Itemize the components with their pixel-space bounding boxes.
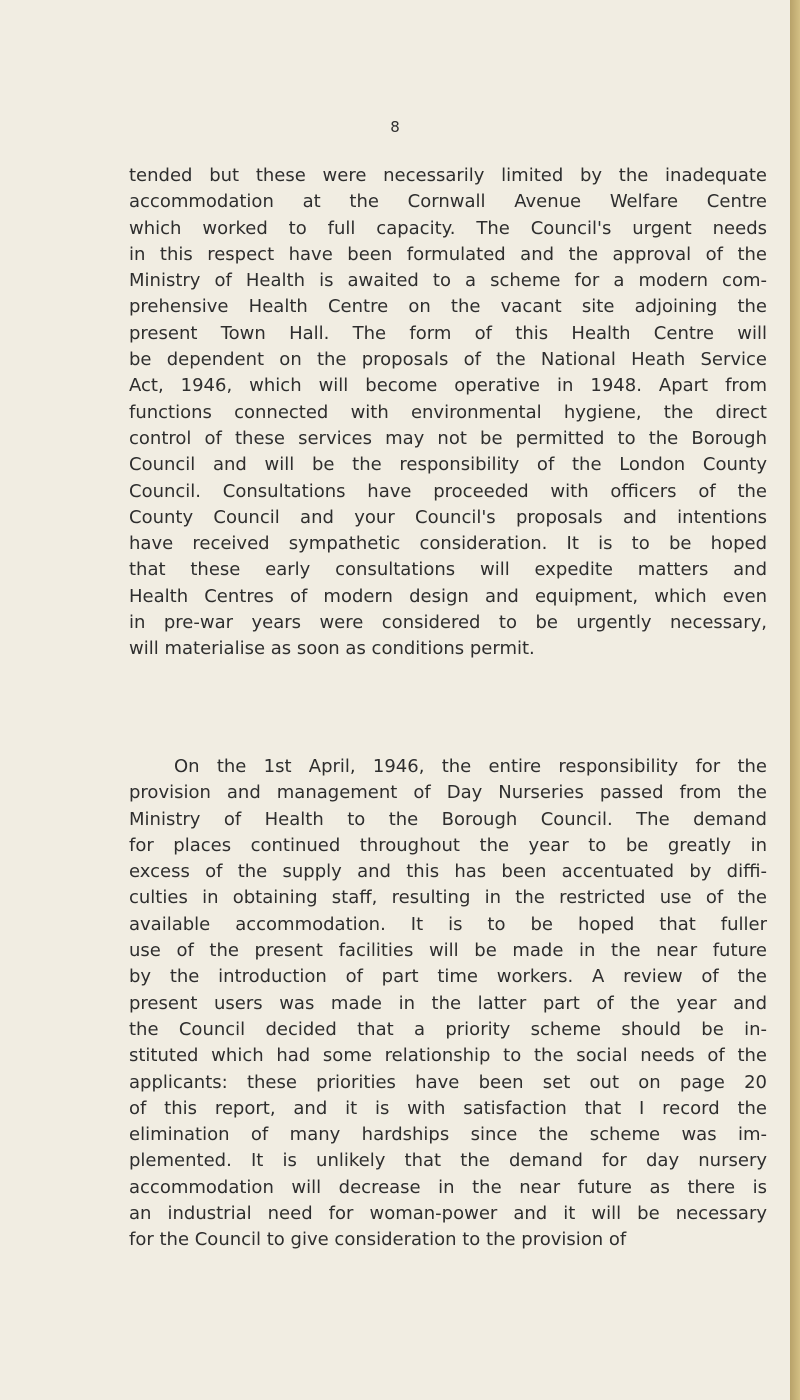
text-line: have received sympathetic consideration. It is to be hoped: [129, 533, 767, 555]
text-line: that these early consultations will expedite matters and: [129, 559, 767, 581]
text-line: Ministry of Health to the Borough Council. The demand: [129, 808, 767, 830]
text-line: available accommodation. It is to be hoped that fuller: [129, 913, 767, 935]
text-line: for places continued throughout the year to be greatly in: [129, 834, 767, 856]
text-line: Ministry of Health is awaited to a scheme for a modern com-: [129, 270, 767, 292]
text-line: Act, 1946, which will become operative in 1948. Apart from: [129, 375, 767, 397]
text-line: culties in obtaining staff, resulting in the restricted use of the: [129, 887, 767, 909]
text-line: be dependent on the proposals of the National Heath Service: [129, 349, 767, 371]
paragraph-day-nurseries: [129, 754, 767, 1254]
text-line: Health Centres of modern design and equipment, which even: [129, 585, 767, 607]
text-line: Council. Consultations have proceeded with officers of the: [129, 480, 767, 502]
text-line: prehensive Health Centre on the vacant site adjoining the: [129, 296, 767, 318]
text-line: an industrial need for woman-power and it will be necessary: [129, 1203, 767, 1225]
text-line: in pre-war years were considered to be urgently necessary,: [129, 612, 767, 634]
text-line: elimination of many hardships since the scheme was im-: [129, 1124, 767, 1146]
text-line: stituted which had some relationship to the social needs of the: [129, 1045, 767, 1067]
text-line: of this report, and it is with satisfaction that I record the: [129, 1097, 767, 1119]
text-line: accommodation at the Cornwall Avenue Welfare Centre: [129, 191, 767, 213]
text-line: use of the present facilities will be made in the near future: [129, 940, 767, 962]
text-line: accommodation will decrease in the near future as there is: [129, 1176, 767, 1198]
text-line: which worked to full capacity. The Council's urgent needs: [129, 217, 767, 239]
text-line: present Town Hall. The form of this Health Centre will: [129, 322, 767, 344]
text-line: by the introduction of part time workers. A review of the: [129, 966, 767, 988]
page-edge: [790, 0, 800, 1400]
text-line: will materialise as soon as conditions permit.: [129, 638, 535, 660]
text-line: the Council decided that a priority scheme should be in-: [129, 1018, 767, 1040]
text-line: functions connected with environmental hygiene, the direct: [129, 401, 767, 423]
paragraph-health-centre: [129, 163, 767, 663]
text-line: in this respect have been formulated and the approval of the: [129, 243, 767, 265]
text-line: On the 1st April, 1946, the entire responsibility for the: [174, 756, 767, 777]
text-line: for the Council to give consideration to the provision of: [129, 1229, 627, 1251]
text-line: Council and will be the responsibility of the London County: [129, 454, 767, 476]
text-line: tended but these were necessarily limited by the inadequate: [129, 165, 767, 186]
page-number: 8: [390, 118, 400, 136]
text-line: control of these services may not be permitted to the Borough: [129, 427, 767, 449]
text-line: County Council and your Council's proposals and intentions: [129, 506, 767, 528]
text-line: applicants: these priorities have been set out on page 20: [129, 1071, 767, 1093]
text-line: plemented. It is unlikely that the demand for day nursery: [129, 1150, 767, 1172]
text-line: excess of the supply and this has been accentuated by diffi-: [129, 861, 767, 883]
text-line: provision and management of Day Nurseries passed from the: [129, 782, 767, 804]
text-line: present users was made in the latter part of the year and: [129, 992, 767, 1014]
